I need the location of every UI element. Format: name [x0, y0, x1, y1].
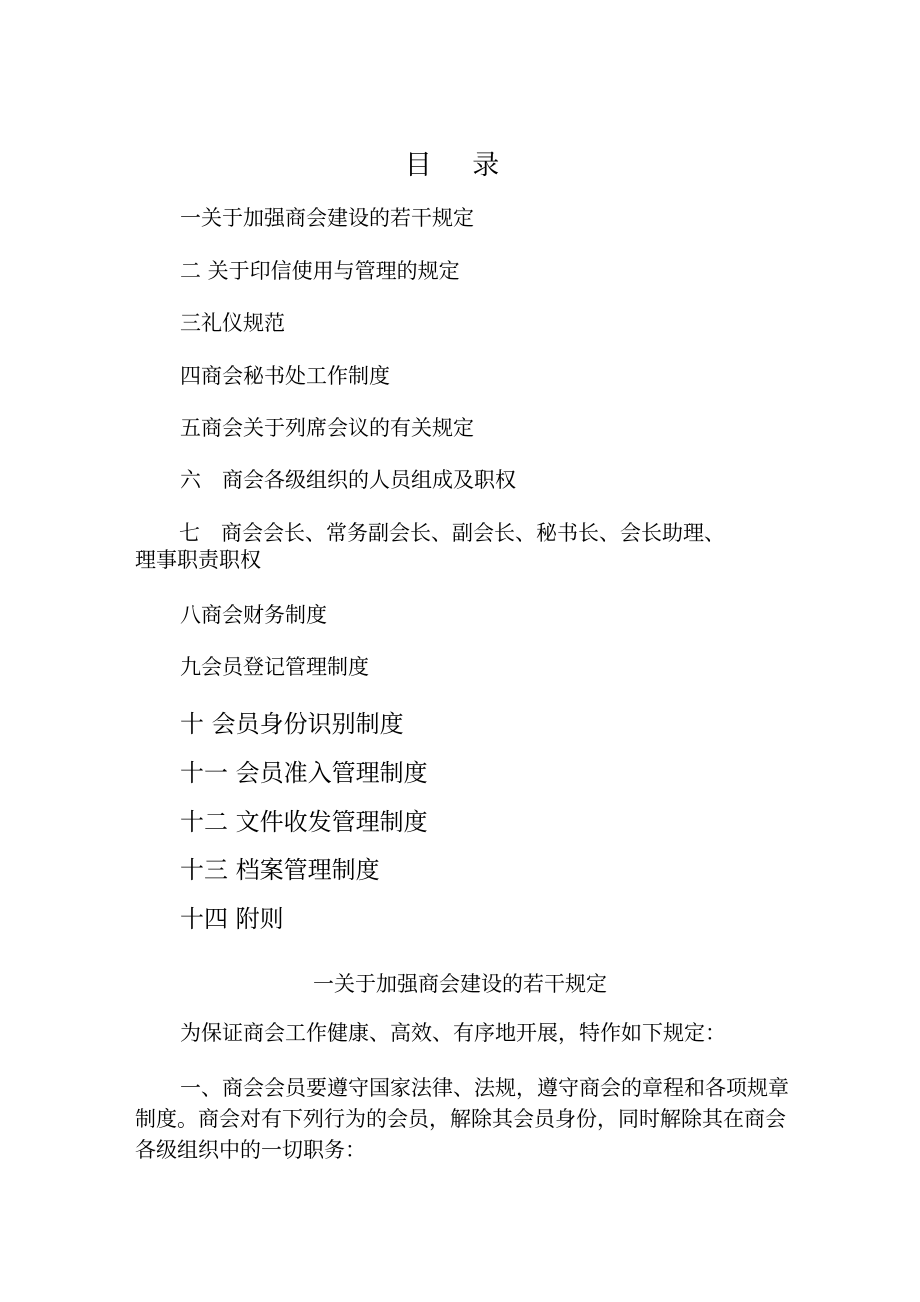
- toc-item-4: 四商会秘书处工作制度: [180, 364, 390, 388]
- toc-item-8: 八商会财务制度: [180, 603, 327, 627]
- toc-item-7-line-2: 理事职责职权: [135, 548, 261, 572]
- toc-item-12: 十二 文件收发管理制度: [180, 808, 428, 836]
- toc-item-5: 五商会关于列席会议的有关规定: [180, 416, 474, 440]
- toc-item-9: 九会员登记管理制度: [180, 655, 369, 679]
- toc-item-7: [135, 520, 795, 574]
- toc-item-6: 六 商会各级组织的人员组成及职权: [180, 468, 516, 492]
- toc-item-14: 十四 附则: [180, 905, 284, 933]
- toc-item-2: 二 关于印信使用与管理的规定: [180, 259, 460, 283]
- toc-item-10: 十 会员身份识别制度: [180, 710, 404, 738]
- section-title: 一关于加强商会建设的若干规定: [313, 972, 607, 996]
- toc-item-3: 三礼仪规范: [180, 311, 285, 335]
- toc-title: 目 录: [404, 150, 516, 181]
- toc-item-7-line-1: 七 商会会长、常务副会长、副会长、秘书长、会长助理、: [179, 521, 725, 545]
- toc-item-1: 一关于加强商会建设的若干规定: [180, 206, 474, 230]
- section-intro: 为保证商会工作健康、高效、有序地开展，特作如下规定：: [180, 1021, 726, 1045]
- toc-item-13: 十三 档案管理制度: [180, 856, 380, 884]
- section-paragraph-1: 一、商会会员要遵守国家法律、法规，遵守商会的章程和各项规章制度。商会对有下列行为的会员，解除其会员身份，同时解除其在商会各级组织中的一切职务：: [135, 1076, 789, 1162]
- toc-item-11: 十一 会员准入管理制度: [180, 759, 428, 787]
